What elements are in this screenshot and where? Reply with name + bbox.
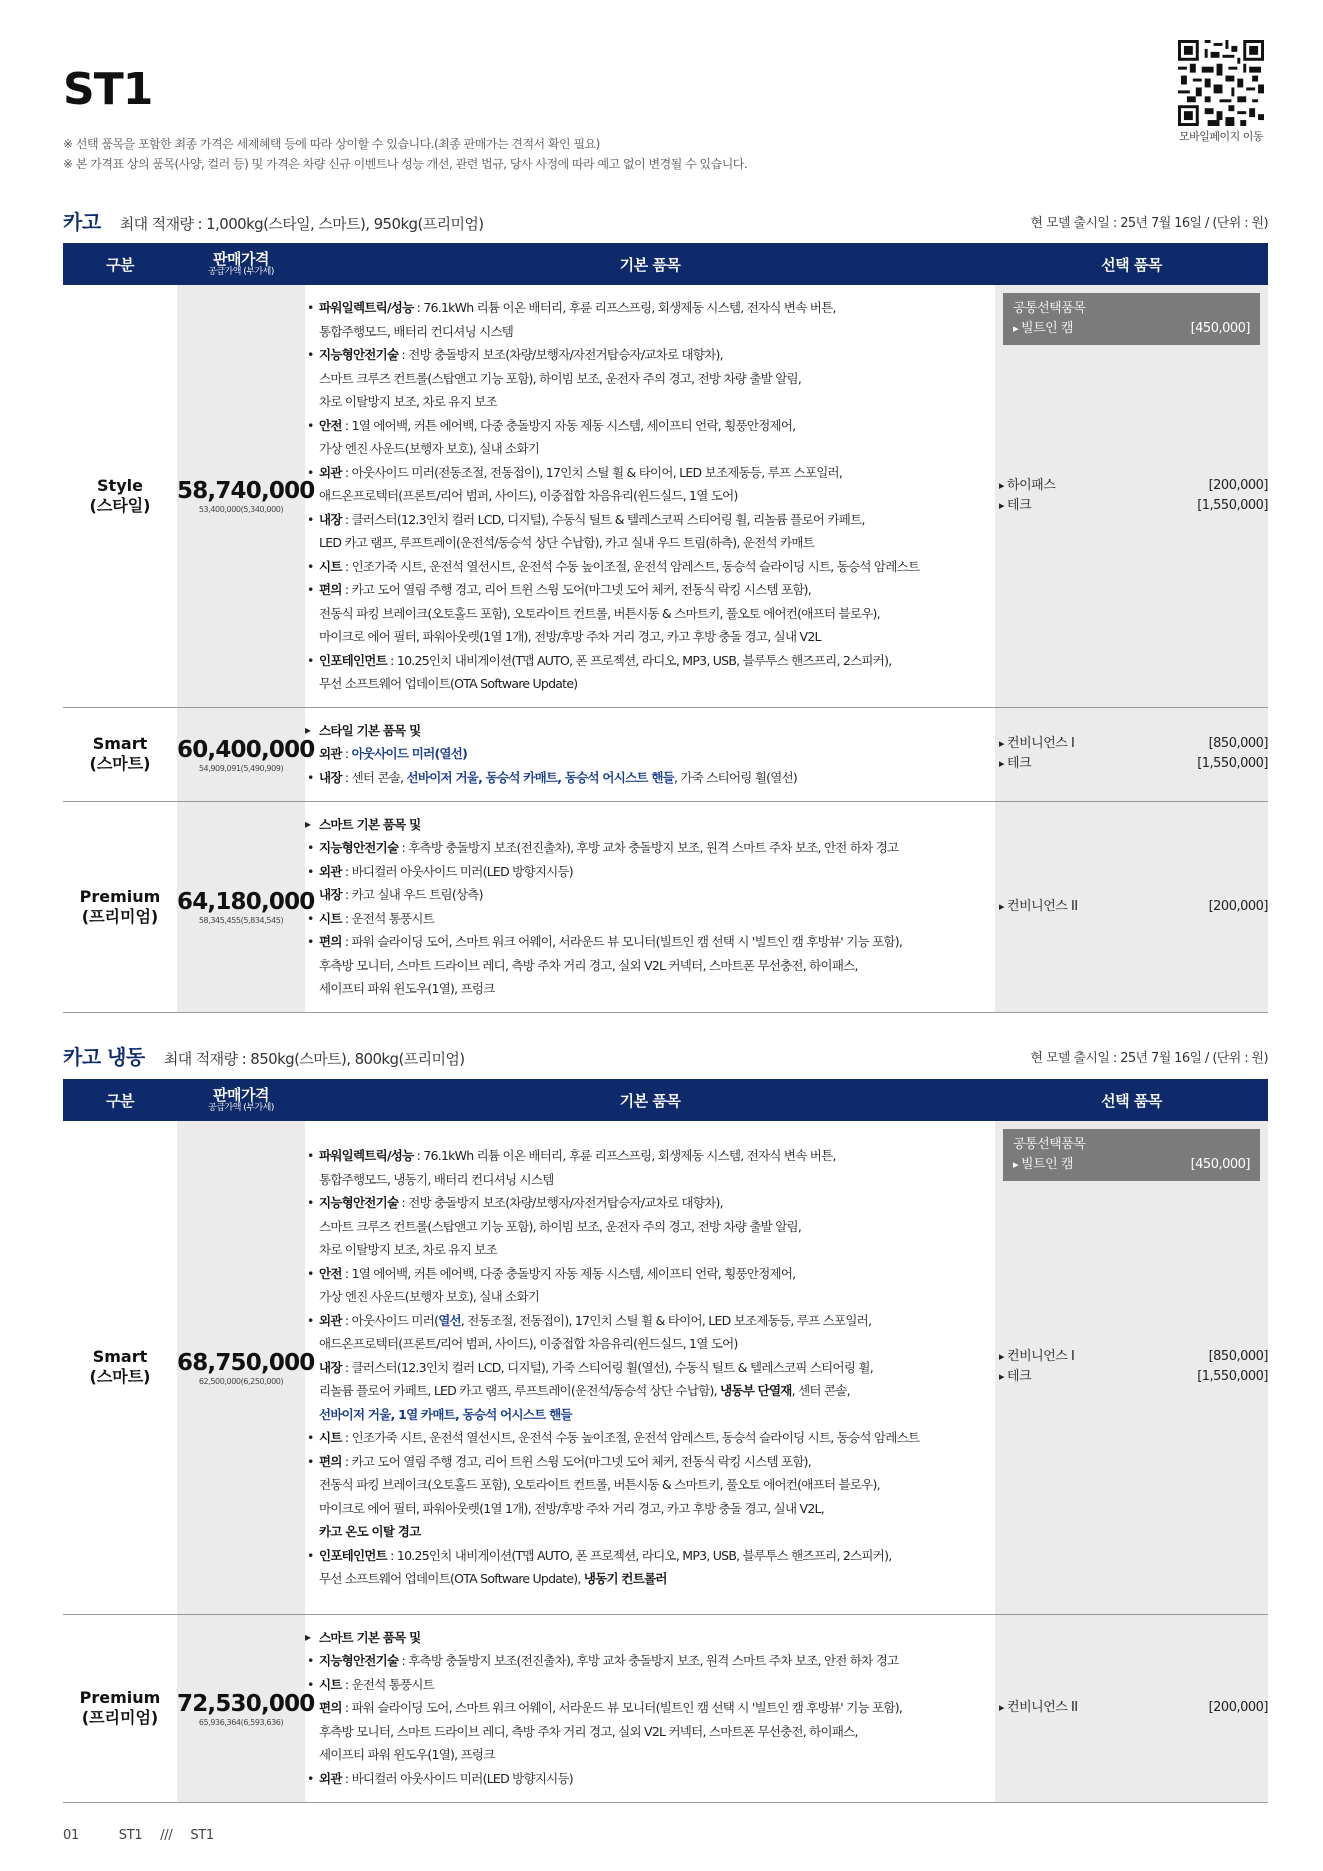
header-price: 판매가격 공급가액 (부가세) xyxy=(177,1079,305,1121)
list-item: • 지능형안전기술 : 전방 충돌방지 보조(차량/보행자/자전거탑승자/교차로 대향차), 스마트 크루즈 컨트롤(스탑앤고 기능 포함), 하이빔 보조, 운전자 주의 경고, 전방 차량 출발 알림, 차로 이탈방지 보조, 차로 유지 보조 xyxy=(305,343,995,414)
trim-premium: Premium (프리미엄) xyxy=(63,801,177,1012)
cargo-section-title: 카고 xyxy=(63,210,101,234)
price-premium: 64,180,000 58,345,455(5,834,545) xyxy=(177,801,305,1012)
options-frozen-premium xyxy=(995,1614,1268,1802)
frozen-release-info: 현 모델 출시일 : 25년 7월 16일 / (단위 : 원) xyxy=(1030,1051,1268,1066)
trim-frozen-smart: Smart (스마트) xyxy=(63,1121,177,1614)
list-item: • 내장 : 카고 실내 우드 트림(상측) xyxy=(305,883,995,907)
page-footer xyxy=(63,1828,228,1843)
option-tech: ▸ 테크 [1,550,000] xyxy=(999,1367,1268,1387)
common-option-box: 공통선택품목 ▸ 빌트인 캠 [450,000] xyxy=(1003,1129,1260,1181)
cargo-price-table xyxy=(63,243,1268,1013)
basic-premium xyxy=(305,801,995,1012)
basic-smart xyxy=(305,707,995,801)
header-basic: 기본 품목 xyxy=(305,243,995,285)
trim-style: Style (스타일) xyxy=(63,285,177,707)
option-convenience-1: ▸ 컨비니언스 I [850,000] xyxy=(999,734,1268,754)
list-item: • 파워일렉트릭/성능 : 76.1kWh 리튬 이온 배터리, 후륜 리프스프링, 회생제동 시스템, 전자식 변속 버튼, 통합주행모드, 냉동기, 배터리 컨디셔닝 시스템 xyxy=(305,1144,995,1191)
price-sheet-page xyxy=(63,0,1268,1871)
header-basic: 기본 품목 xyxy=(305,1079,995,1121)
table-row-frozen-smart xyxy=(63,1121,1268,1614)
list-item: • 외관 : 바디컬러 아웃사이드 미러(LED 방향지시등) xyxy=(305,860,995,884)
list-item: • 인포테인먼트 : 10.25인치 내비게이션(T맵 AUTO, 폰 프로젝션, 라디오, MP3, USB, 블루투스 핸즈프리, 2스피커), 무선 소프트웨어 업데이트(OTA Software Update), 냉동기 컨트롤러 xyxy=(305,1544,995,1591)
header-trim: 구분 xyxy=(63,1079,177,1121)
list-item: • 편의 : 카고 도어 열림 주행 경고, 리어 트윈 스윙 도어(마그넷 도어 체커, 전동식 락킹 시스템 포함), 전동식 파킹 브레이크(오토홀드 포함), 오토라이트 컨트롤, 버튼시동 & 스마트키, 풀오토 에어컨(애프터 블로우), 마이크로 에어 필터, 파워아웃렛(1열 1개), 전방/후방 주차 거리 경고, 카고 후방 충돌 경고, 실내 V2L, 카고 온도 이탈 경고 xyxy=(305,1450,995,1544)
list-item: • 지능형안전기술 : 전방 충돌방지 보조(차량/보행자/자전거탑승자/교차로 대향차), 스마트 크루즈 컨트롤(스탑앤고 기능 포함), 하이빔 보조, 운전자 주의 경고, 전방 차량 출발 알림, 차로 이탈방지 보조, 차로 유지 보조 xyxy=(305,1191,995,1262)
list-item: • 편의 : 파워 슬라이딩 도어, 스마트 워크 어웨이, 서라운드 뷰 모니터(빌트인 캠 선택 시 '빌트인 캠 후방뷰' 기능 포함), 후측방 모니터, 스마트 드라이브 레디, 측방 주차 거리 경고, 실외 V2L 커넥터, 스마트폰 무선충전, 하이패스, 세이프티 파워 윈도우(1열), 프렁크 xyxy=(305,1696,995,1767)
qr-label: 모바일페이지 이동 xyxy=(1178,130,1263,143)
header-trim: 구분 xyxy=(63,243,177,285)
list-item: • 편의 : 파워 슬라이딩 도어, 스마트 워크 어웨이, 서라운드 뷰 모니터(빌트인 캠 선택 시 '빌트인 캠 후방뷰' 기능 포함), 후측방 모니터, 스마트 드라이브 레디, 측방 주차 거리 경고, 실외 V2L 커넥터, 스마트폰 무선충전, 하이패스, 세이프티 파워 윈도우(1열), 프렁크 xyxy=(305,930,995,1001)
list-item: • 지능형안전기술 : 후측방 충돌방지 보조(전진출차), 후방 교차 충돌방지 보조, 원격 스마트 주차 보조, 안전 하차 경고 xyxy=(305,836,995,860)
cargo-section-header xyxy=(63,206,1268,234)
list-item: • 외관 : 아웃사이드 미러(열선, 전동조절, 전동접이), 17인치 스틸 휠 & 타이어, LED 보조제동등, 루프 스포일러, 애드온프로텍터(프론트/리어 범퍼, 사이드), 이중접합 차음유리(윈드실드, 1열 도어) xyxy=(305,1309,995,1356)
options-smart xyxy=(995,707,1268,801)
footer-model: ST1 xyxy=(118,1828,143,1843)
list-item: • 지능형안전기술 : 후측방 충돌방지 보조(전진출차), 후방 교차 충돌방지 보조, 원격 스마트 주차 보조, 안전 하차 경고 xyxy=(305,1649,995,1673)
list-item: • 내장 : 클러스터(12.3인치 컬러 LCD, 디지털), 수동식 틸트 & 텔레스코픽 스티어링 휠, 리놀륨 플로어 카페트, LED 카고 램프, 루프트레이(운전석/동승석 상단 수납함), 카고 실내 우드 트림(하측), 운전석 카매트 xyxy=(305,508,995,555)
header-option: 선택 품목 xyxy=(995,1079,1268,1121)
price-frozen-smart: 68,750,000 62,500,000(6,250,000) xyxy=(177,1121,305,1614)
list-item: • 내장 : 클러스터(12.3인치 컬러 LCD, 디지털), 가죽 스티어링 휠(열선), 수동식 틸트 & 텔레스코픽 스티어링 휠, 리놀륨 플로어 카페트, LED 카고 램프, 루프트레이(운전석/동승석 상단 수납함), 냉동부 단열재, 센터 콘솔, 선바이저 거울, 1열 카매트, 동승석 어시스트 핸들 xyxy=(305,1356,995,1427)
option-hipass: ▸ 하이패스 [200,000] xyxy=(999,476,1268,496)
list-item: • 시트 : 인조가죽 시트, 운전석 열선시트, 운전석 수동 높이조절, 운전석 암레스트, 동승석 슬라이딩 시트, 동승석 암레스트 xyxy=(305,555,995,579)
options-frozen-smart xyxy=(995,1121,1268,1614)
list-item: • 시트 : 인조가죽 시트, 운전석 열선시트, 운전석 수동 높이조절, 운전석 암레스트, 동승석 슬라이딩 시트, 동승석 암레스트 xyxy=(305,1426,995,1450)
header-price: 판매가격 공급가액 (부가세) xyxy=(177,243,305,285)
list-item: • 시트 : 운전석 통풍시트 xyxy=(305,907,995,931)
frozen-section-subtitle: 최대 적재량 : 850kg(스마트), 800kg(프리미엄) xyxy=(163,1050,465,1068)
basic-frozen-smart xyxy=(305,1121,995,1614)
footer-separator: /// xyxy=(160,1828,173,1843)
list-item: • 시트 : 운전석 통풍시트 xyxy=(305,1673,995,1697)
list-item: ▸ 스마트 기본 품목 및 xyxy=(305,813,995,837)
list-item: ▸ 스타일 기본 품목 및 xyxy=(305,719,995,743)
options-style xyxy=(995,285,1268,707)
qr-code-block[interactable] xyxy=(1174,40,1268,144)
trim-smart: Smart (스마트) xyxy=(63,707,177,801)
note-1: ※ 선택 품목을 포함한 최종 가격은 세제혜택 등에 따라 상이할 수 있습니다.(최종 판매가는 견적서 확인 필요) xyxy=(63,137,600,151)
table-header-row xyxy=(63,243,1268,285)
table-row-frozen-premium xyxy=(63,1614,1268,1802)
frozen-price-table xyxy=(63,1079,1268,1803)
cargo-section-subtitle: 최대 적재량 : 1,000kg(스타일, 스마트), 950kg(프리미엄) xyxy=(119,215,484,233)
list-item: • 안전 : 1열 에어백, 커튼 에어백, 다중 충돌방지 자동 제동 시스템, 세이프티 언락, 횡풍안정제어, 가상 엔진 사운드(보행자 보호), 실내 소화기 xyxy=(305,1262,995,1309)
frozen-section-header xyxy=(63,1041,1268,1069)
list-item: • 편의 : 카고 도어 열림 주행 경고, 리어 트윈 스윙 도어(마그넷 도어 체커, 전동식 락킹 시스템 포함), 전동식 파킹 브레이크(오토홀드 포함), 오토라이트 컨트롤, 버튼시동 & 스마트키, 풀오토 에어컨(애프터 블로우), 마이크로 에어 필터, 파워아웃렛(1열 1개), 전방/후방 주차 거리 경고, 카고 후방 충돌 경고, 실내 V2L xyxy=(305,578,995,649)
options-premium xyxy=(995,801,1268,1012)
price-frozen-premium: 72,530,000 65,936,364(6,593,636) xyxy=(177,1614,305,1802)
common-option-box: 공통선택품목 ▸ 빌트인 캠 [450,000] xyxy=(1003,293,1260,345)
footer-model-2: ST1 xyxy=(190,1828,214,1843)
list-item: ▸ 스마트 기본 품목 및 xyxy=(305,1626,995,1650)
option-convenience-2: ▸ 컨비니언스 II [200,000] xyxy=(999,897,1268,917)
option-convenience-2: ▸ 컨비니언스 II [200,000] xyxy=(999,1698,1268,1718)
option-tech: ▸ 테크 [1,550,000] xyxy=(999,496,1268,516)
price-style: 58,740,000 53,400,000(5,340,000) xyxy=(177,285,305,707)
notes xyxy=(63,134,747,174)
table-row-smart xyxy=(63,707,1268,801)
basic-frozen-premium xyxy=(305,1614,995,1802)
list-item: • 안전 : 1열 에어백, 커튼 에어백, 다중 충돌방지 자동 제동 시스템, 세이프티 언락, 횡풍안정제어, 가상 엔진 사운드(보행자 보호), 실내 소화기 xyxy=(305,414,995,461)
option-convenience-1: ▸ 컨비니언스 I [850,000] xyxy=(999,1347,1268,1367)
basic-style xyxy=(305,285,995,707)
page-number: 01 xyxy=(63,1828,79,1843)
page-title: ST1 xyxy=(63,64,153,115)
price-smart: 60,400,000 54,909,091(5,490,909) xyxy=(177,707,305,801)
qr-code-icon[interactable] xyxy=(1178,40,1264,126)
list-item: • 외관 : 아웃사이드 미러(전동조절, 전동접이), 17인치 스틸 휠 & 타이어, LED 보조제동등, 루프 스포일러, 애드온프로텍터(프론트/리어 범퍼, 사이드), 이중접합 차음유리(윈드실드, 1열 도어) xyxy=(305,461,995,508)
trim-frozen-premium: Premium (프리미엄) xyxy=(63,1614,177,1802)
list-item: • 인포테인먼트 : 10.25인치 내비게이션(T맵 AUTO, 폰 프로젝션, 라디오, MP3, USB, 블루투스 핸즈프리, 2스피커), 무선 소프트웨어 업데이트(OTA Software Update) xyxy=(305,649,995,696)
header-option: 선택 품목 xyxy=(995,243,1268,285)
table-row-premium xyxy=(63,801,1268,1012)
list-item: • 외관 : 바디컬러 아웃사이드 미러(LED 방향지시등) xyxy=(305,1767,995,1791)
table-row-style xyxy=(63,285,1268,707)
list-item: • 외관 : 아웃사이드 미러(열선) xyxy=(305,742,995,766)
list-item: • 파워일렉트릭/성능 : 76.1kWh 리튬 이온 배터리, 후륜 리프스프링, 회생제동 시스템, 전자식 변속 버튼, 통합주행모드, 배터리 컨디셔닝 시스템 xyxy=(305,296,995,343)
frozen-section-title: 카고 냉동 xyxy=(63,1045,145,1069)
option-tech: ▸ 테크 [1,550,000] xyxy=(999,754,1268,774)
list-item: • 내장 : 센터 콘솔, 선바이저 거울, 동승석 카매트, 동승석 어시스트 핸들, 가죽 스티어링 휠(열선) xyxy=(305,766,995,790)
table-header-row xyxy=(63,1079,1268,1121)
cargo-release-info: 현 모델 출시일 : 25년 7월 16일 / (단위 : 원) xyxy=(1030,216,1268,231)
note-2: ※ 본 가격표 상의 품목(사양, 컬러 등) 및 가격은 차량 신규 이벤트나 성능 개선, 관련 법규, 당사 사정에 따라 예고 없이 변경될 수 있습니다. xyxy=(63,157,748,171)
